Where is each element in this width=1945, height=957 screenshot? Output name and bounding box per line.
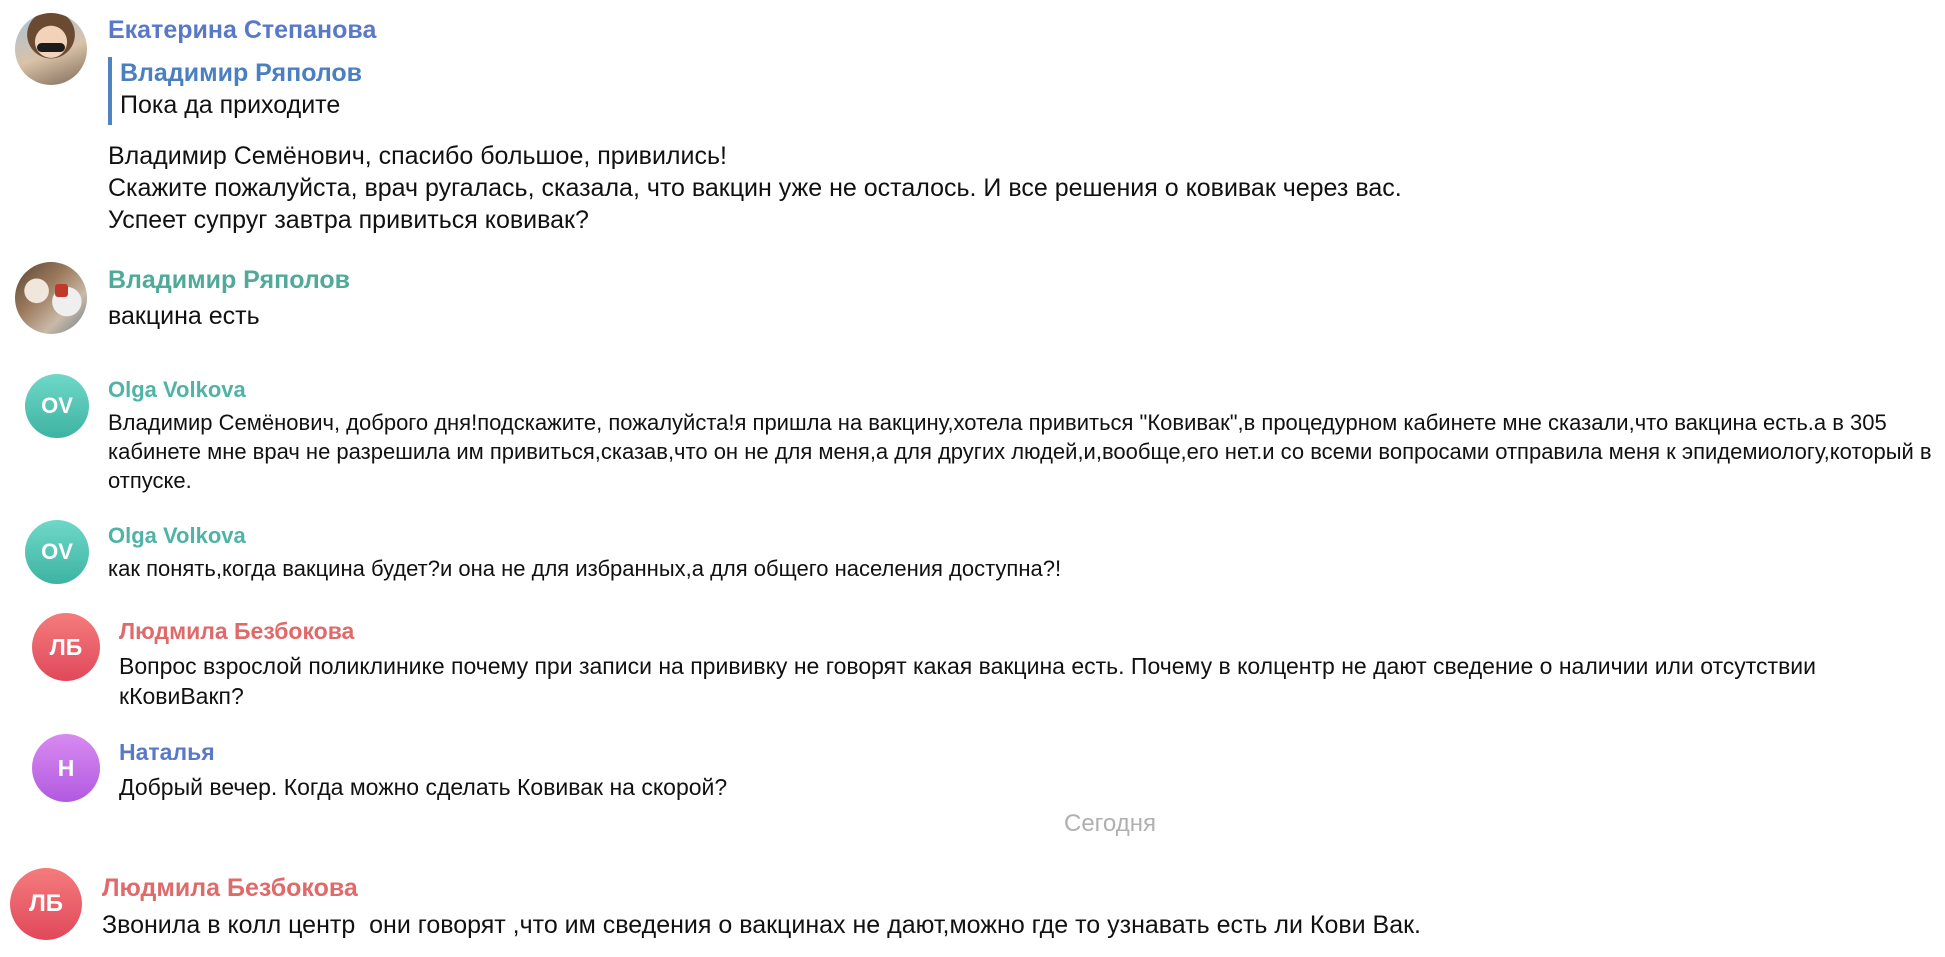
user-avatar[interactable]: Н (32, 734, 100, 802)
user-avatar[interactable]: OV (25, 520, 89, 584)
message-author[interactable]: Olga Volkova (108, 377, 246, 402)
message-author[interactable]: Наталья (119, 739, 215, 765)
message-author[interactable]: Людмила Безбокова (102, 874, 358, 902)
message-item (0, 730, 1945, 810)
message-text: Добрый вечер. Когда можно сделать Ковивак на скорой? (119, 774, 728, 800)
message-item (0, 860, 1945, 957)
message-text-line: Успеет супруг завтра привиться ковивак? (108, 206, 589, 234)
message-text: как понять,когда вакцина будет?и она не для избранных,а для общего населения доступна?! (108, 556, 1062, 581)
message-item (0, 368, 1945, 498)
user-avatar[interactable] (15, 13, 87, 85)
message-item (0, 610, 1945, 720)
message-author[interactable]: Екатерина Степанова (108, 16, 377, 44)
user-avatar[interactable]: ЛБ (32, 613, 100, 681)
message-text: Владимир Семёнович, доброго дня!подскажите, пожалуйста!я пришла на вакцину,хотела привиться "Ковивак",в процедурном кабинете мне сказали,что вакцина есть.а в 305 кабинете мне врач не разрешила им привиться,сказав,что он не для меня,а для других людей,и,вообще,его нет.и со всеми вопросами отправила меня к эпидемиологу,который в отпуске. (108, 410, 1938, 493)
message-text-line: Скажите пожалуйста, врач ругалась, сказала, что вакцин уже не осталось. И все решения о ковивак через вас. (108, 174, 1402, 202)
message-item (0, 250, 1945, 340)
message-author[interactable]: Olga Volkova (108, 523, 246, 548)
date-separator-label: Сегодня (1064, 810, 1156, 837)
user-avatar[interactable]: ЛБ (10, 868, 82, 940)
message-text: вакцина есть (108, 302, 260, 330)
reply-text: Пока да приходите (120, 91, 341, 119)
message-item (0, 0, 1945, 240)
message-author[interactable]: Людмила Безбокова (119, 618, 355, 644)
reply-quote[interactable] (108, 57, 362, 125)
user-avatar[interactable]: OV (25, 374, 89, 438)
message-item (0, 514, 1945, 594)
date-separator (1040, 810, 1180, 838)
reply-author: Владимир Ряполов (120, 59, 363, 87)
message-text: Вопрос взрослой поликлинике почему при записи на прививку не говорят какая вакцина есть. Почему в колцентр не дают сведение о наличии или отсутствии кКовиВакп? (119, 653, 1823, 709)
message-author[interactable]: Владимир Ряполов (108, 266, 351, 294)
message-text-line: Владимир Семёнович, спасибо большое, привились! (108, 142, 727, 170)
message-text: Звонила в колл центр они говорят ,что им сведения о вакцинах не дают,можно где то узнавать есть ли Кови Вак. (102, 911, 1422, 939)
user-avatar[interactable] (15, 262, 87, 334)
sunglasses-icon (37, 43, 66, 52)
photo-detail-icon (55, 284, 68, 297)
